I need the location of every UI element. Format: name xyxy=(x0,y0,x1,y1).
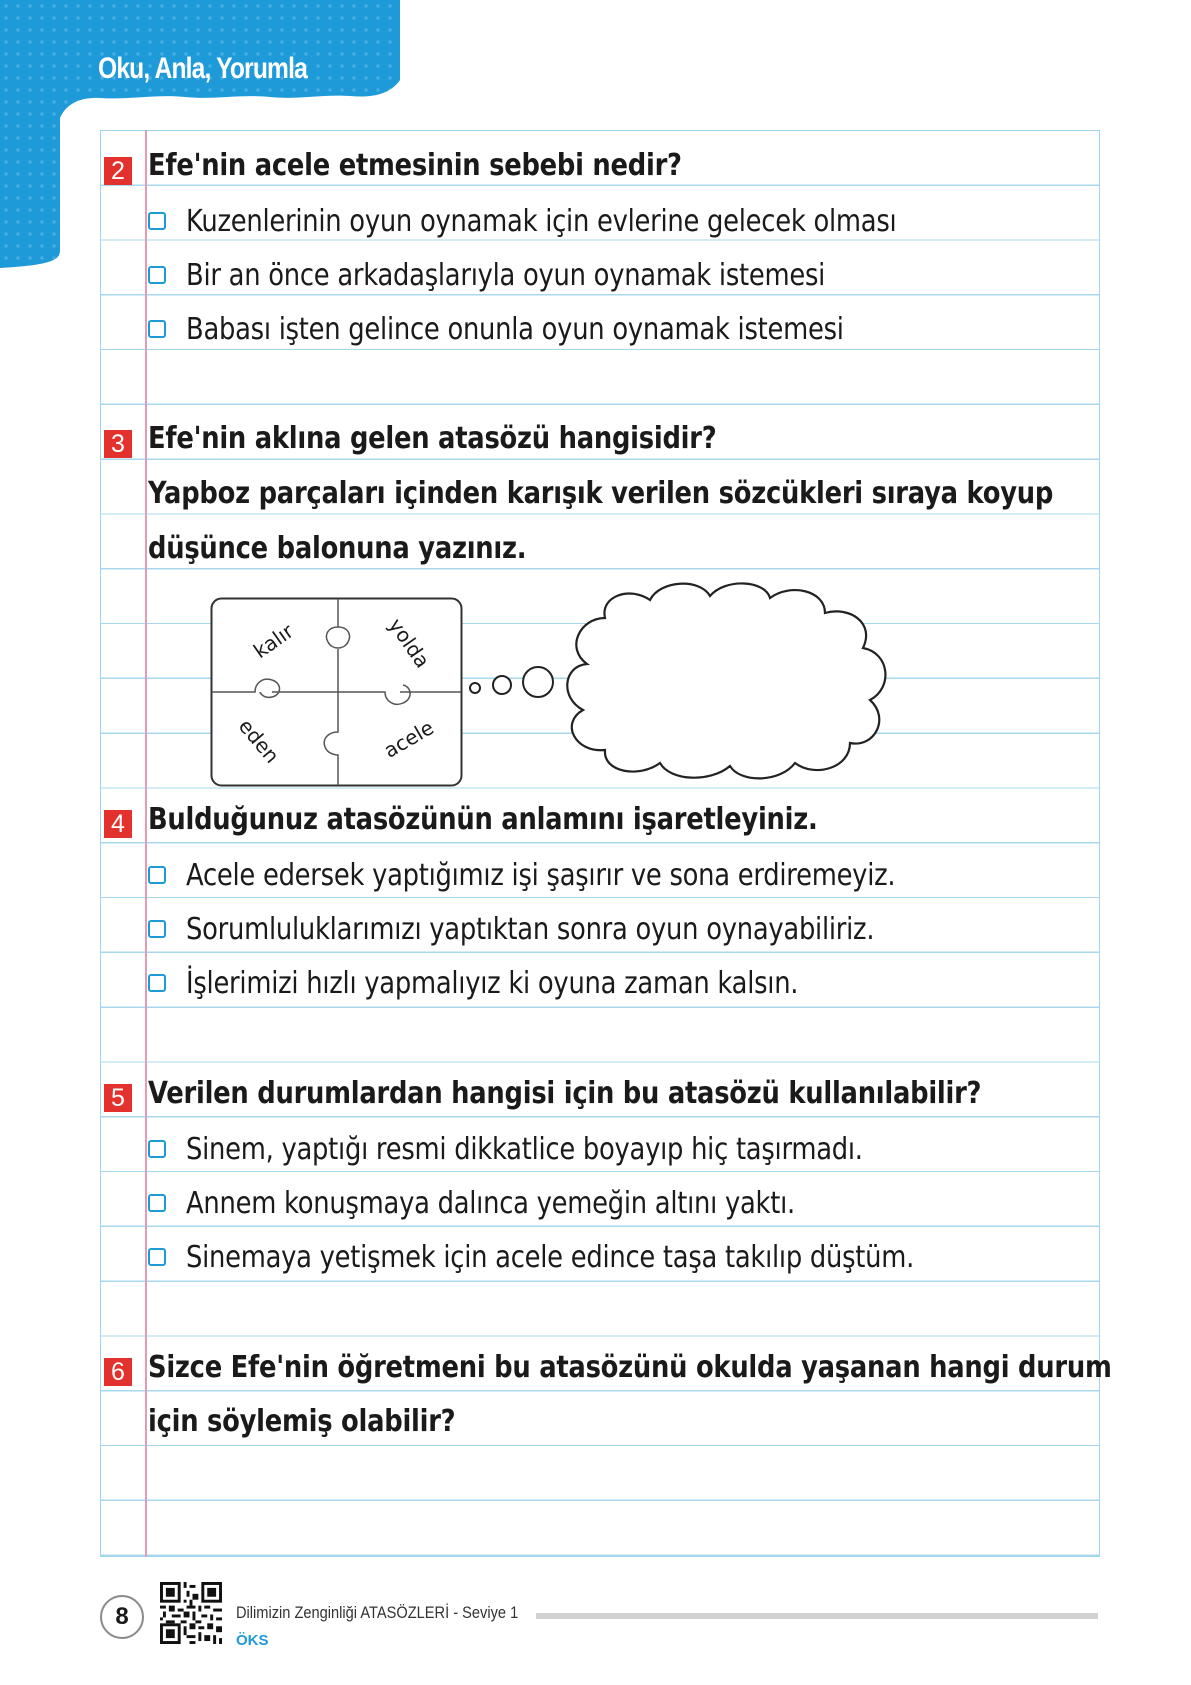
checkbox[interactable] xyxy=(148,212,166,230)
puzzle-word: acele xyxy=(379,715,438,763)
option-label: Bir an önce arkadaşlarıyla oyun oynamak istemesi xyxy=(186,257,826,293)
answer-option[interactable] xyxy=(148,1183,894,1223)
checkbox[interactable] xyxy=(148,1248,166,1266)
jigsaw-puzzle xyxy=(210,597,463,787)
thought-bubble-icon[interactable] xyxy=(465,578,955,788)
question-number-badge: 5 xyxy=(104,1084,132,1112)
puzzle-word: yolda xyxy=(383,613,435,673)
question-number-badge: 3 xyxy=(104,430,132,458)
section-title: Oku, Anla, Yorumla xyxy=(98,52,307,85)
puzzle-word: eden xyxy=(233,714,285,768)
answer-option[interactable] xyxy=(148,255,929,295)
page-number: 8 xyxy=(100,1595,144,1639)
checkbox[interactable] xyxy=(148,266,166,284)
option-label: Babası işten gelince onunla oyun oynamak istemesi xyxy=(186,311,844,347)
checkbox[interactable] xyxy=(148,1194,166,1212)
question-text: Efe'nin acele etmesinin sebebi nedir? xyxy=(148,148,682,183)
margin-line xyxy=(145,130,147,1557)
footer-divider xyxy=(536,1613,1098,1619)
checkbox[interactable] xyxy=(148,866,166,884)
footer-book-title: Dilimizin Zenginliği ATASÖZLERİ - Seviye 1 xyxy=(236,1603,519,1622)
checkbox[interactable] xyxy=(148,920,166,938)
question-text: Verilen durumlardan hangisi için bu atasözü kullanılabilir? xyxy=(148,1076,982,1111)
answer-option[interactable] xyxy=(148,855,1011,895)
checkbox[interactable] xyxy=(148,320,166,338)
footer-brand: ÖKS xyxy=(236,1632,269,1649)
answer-option[interactable] xyxy=(148,201,1012,241)
question-text: Sizce Efe'nin öğretmeni bu atasözünü okulda yaşanan hangi durum xyxy=(148,1350,1112,1385)
option-label: Sinemaya yetişmek için acele edince taşa takılıp düştüm. xyxy=(186,1239,915,1275)
question-text: düşünce balonuna yazınız. xyxy=(148,531,527,566)
question-number-badge: 2 xyxy=(104,157,132,185)
question-text: Bulduğunuz atasözünün anlamını işaretleyiniz. xyxy=(148,802,818,837)
answer-option[interactable] xyxy=(148,909,986,949)
answer-option[interactable] xyxy=(148,963,898,1003)
option-label: İşlerimizi hızlı yapmalıyız ki oyuna zaman kalsın. xyxy=(186,965,799,1001)
answer-option[interactable] xyxy=(148,309,951,349)
option-label: Sinem, yaptığı resmi dikkatlice boyayıp hiç taşırmadı. xyxy=(186,1131,863,1167)
question-text: Efe'nin aklına gelen atasözü hangisidir? xyxy=(148,421,717,456)
option-label: Kuzenlerinin oyun oynamak için evlerine gelecek olması xyxy=(186,203,897,239)
question-text: için söylemiş olabilir? xyxy=(148,1404,456,1439)
puzzle-outline-icon xyxy=(210,597,463,787)
question-text: Yapboz parçaları içinden karışık verilen sözcükleri sıraya koyup xyxy=(148,476,1054,511)
question-number-badge: 4 xyxy=(104,810,132,838)
checkbox[interactable] xyxy=(148,974,166,992)
question-number-badge: 6 xyxy=(104,1358,132,1386)
option-label: Annem konuşmaya dalınca yemeğin altını yaktı. xyxy=(186,1185,795,1221)
qr-code-icon[interactable] xyxy=(160,1582,222,1644)
answer-option[interactable] xyxy=(148,1237,1033,1277)
checkbox[interactable] xyxy=(148,1140,166,1158)
option-label: Sorumluluklarımızı yaptıktan sonra oyun oynayabiliriz. xyxy=(186,911,875,947)
puzzle-word: kalır xyxy=(248,618,298,664)
answer-option[interactable] xyxy=(148,1129,973,1169)
option-label: Acele edersek yaptığımız işi şaşırır ve sona erdiremeyiz. xyxy=(186,857,896,893)
